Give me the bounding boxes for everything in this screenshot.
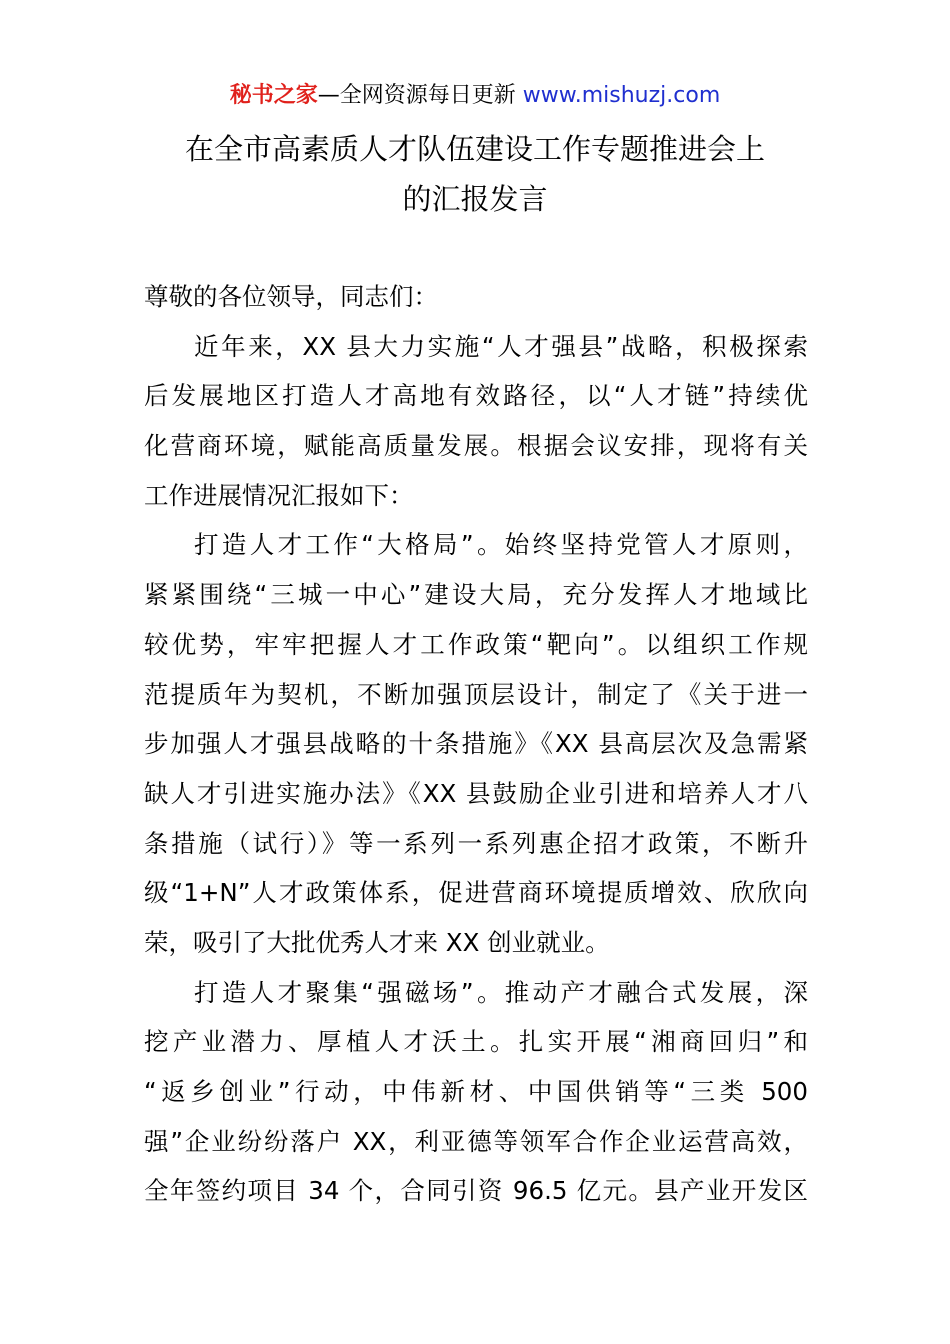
paragraph-line: 级“1+N”人才政策体系，促进营商环境提质增效、欣欣向 — [144, 878, 808, 908]
paragraph-line: 后发展地区打造人才高地有效路径，以“人才链”持续优 — [144, 381, 808, 411]
paragraph-line: 化营商环境，赋能高质量发展。根据会议安排，现将有关 — [144, 431, 808, 461]
paragraph-line: 步加强人才强县战略的十条措施》《XX 县高层次及急需紧 — [144, 729, 808, 759]
site-url-link[interactable]: www.mishuzj.com — [522, 83, 721, 108]
paragraph-line: 挖产业潜力、厚植人才沃土。扎实开展“湘商回归”和 — [144, 1027, 808, 1057]
paragraph-line: 全年签约项目 34 个，合同引资 96.5 亿元。县产业开发区 — [144, 1176, 808, 1206]
paragraph-line: 强”企业纷纷落户 XX，利亚德等领军合作企业运营高效， — [144, 1126, 808, 1156]
brand-name: 秘书之家 — [229, 83, 318, 108]
title-line-2: 的汇报发言 — [402, 182, 548, 216]
header-tagline: —全网资源每日更新 — [317, 83, 523, 108]
paragraph-line: “返乡创业”行动，中伟新材、中国供销等“三类 500 — [144, 1077, 808, 1106]
paragraph-line: 较优势，牢牢把握人才工作政策“靶向”。以组织工作规 — [144, 629, 808, 659]
paragraph-line: 近年来，XX 县大力实施“人才强县”战略，积极探索 — [194, 331, 808, 361]
paragraph-line: 紧紧围绕“三城一中心”建设大局，充分发挥人才地域比 — [144, 580, 808, 610]
document-title — [60, 124, 890, 224]
paragraph-line: 打造人才聚集“强磁场”。推动产才融合式发展，深 — [194, 977, 808, 1007]
paragraph-line: 打造人才工作“大格局”。始终坚持党管人才原则， — [194, 530, 808, 560]
title-line-1: 在全市高素质人才队伍建设工作专题推进会上 — [184, 132, 765, 166]
paragraph-line: 范提质年为契机，不断加强顶层设计，制定了《关于进一 — [144, 679, 808, 709]
paragraph-line: 荣，吸引了大批优秀人才来 XX 创业就业。 — [144, 927, 610, 957]
paragraph-line: 工作进展情况汇报如下： — [144, 480, 414, 510]
document-body — [144, 272, 808, 1216]
paragraph-line: 缺人才引进实施办法》《XX 县鼓励企业引进和培养人才八 — [144, 778, 808, 808]
paragraph-line: 条措施（试行）》等一系列一系列惠企招才政策，不断升 — [144, 828, 808, 858]
site-header — [0, 80, 950, 112]
salutation: 尊敬的各位领导，同志们： — [144, 282, 438, 311]
